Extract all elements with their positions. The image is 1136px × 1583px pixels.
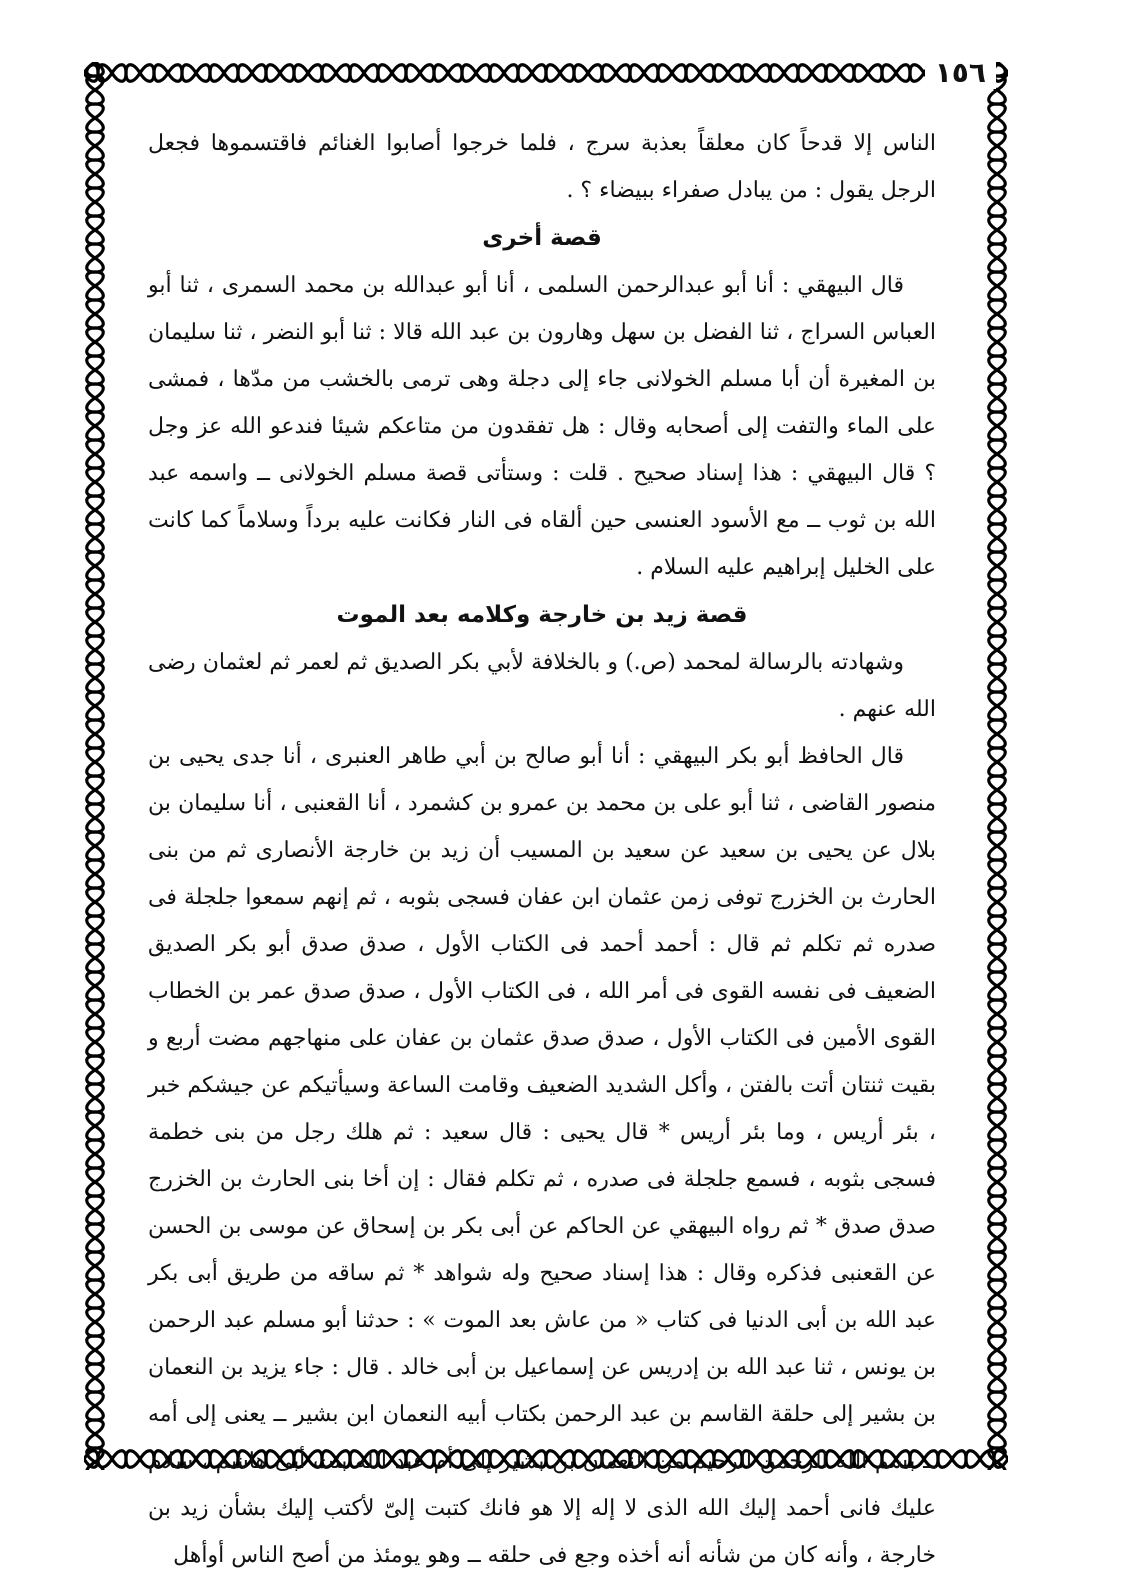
paragraph-testimony: وشهادته بالرسالة لمحمد (ص.) و بالخلافة لأبي بكر الصديق ثم لعمر ثم لعثمان رضى الله عنهم . (148, 650, 936, 722)
section-heading-another-story: قصة أخرى (482, 225, 602, 251)
page-number: ١٥٦ (925, 56, 996, 89)
section-heading-zayd-ibn-kharija: قصة زيد بن خارجة وكلامه بعد الموت (336, 602, 748, 628)
page-text (148, 120, 936, 1568)
paragraph-continuation: الناس إلا قدحاً كان معلقاً بعذبة سرج ، فلما خرجوا أصابوا الغنائم فاقتسموها فجعل الرجل يقول : من يبادل صفراء ببيضاء ؟ . (148, 131, 936, 203)
paragraph-narration: قال الحافظ أبو بكر البيهقي : أنا أبو صالح بن أبي طاهر العنبرى ، أنا جدى يحيى بن منصور القاضى ، ثنا أبو على بن محمد بن عمرو بن كشمرد ، أنا القعنبى ، أنا سليمان بن بلال عن يحيى بن سعيد عن سعيد بن المسيب أن زيد بن خارجة الأنصارى ثم من بنى الحارث بن الخزرج توفى زمن عثمان ابن عفان فسجى بثوبه ، ثم إنهم سمعوا جلجلة فى صدره ثم تكلم ثم قال : أحمد أحمد فى الكتاب الأول ، صدق صدق أبو بكر الصديق الضعيف فى نفسه القوى فى أمر الله ، فى الكتاب الأول ، صدق صدق عمر بن الخطاب القوى الأمين فى الكتاب الأول ، صدق صدق عثمان بن عفان على منهاجهم مضت أربع و بقيت ثنتان أتت بالفتن ، وأكل الشديد الضعيف وقامت الساعة وسيأتيكم عن جيشكم خبر ، بئر أريس ، وما بئر أريس * قال يحيى : قال سعيد : ثم هلك رجل من بنى خطمة فسجى بثوبه ، فسمع جلجلة فى صدره ، ثم تكلم فقال : إن أخا بنى الحارث بن الخزرج صدق صدق * ثم رواه البيهقي عن الحاكم عن أبى بكر بن إسحاق عن موسى بن الحسن عن القعنبى فذكره وقال : هذا إسناد صحيح وله شواهد * ثم ساقه من طريق أبى بكر عبد الله بن أبى الدنيا فى كتاب « من عاش بعد الموت » : حدثنا أبو مسلم عبد الرحمن بن يونس ، ثنا عبد الله بن إدريس عن إسماعيل بن أبى خالد . قال : جاء يزيد بن النعمان بن بشير إلى حلقة القاسم بن عبد الرحمن بكتاب أبيه النعمان ابن بشير ــ يعنى إلى أمه ــ بسم الله الرحمن الرحيم من النعمان بن بشير إلى أم عبد الله بنت أبى هاشم ، سلام عليك فانى أحمد إليك الله الذى لا إله إلا هو فانك كتبت إلىّ لأكتب إليك بشأن زيد بن خارجة ، وأنه كان من شأنه أنه أخذه وجع فى حلقه ــ وهو يومئذ من أصح الناس أوأهل (148, 744, 936, 1568)
paragraph-abu-muslim: قال البيهقي : أنا أبو عبدالرحمن السلمى ، أنا أبو عبدالله بن محمد السمرى ، ثنا أبو العباس السراج ، ثنا الفضل بن سهل وهارون بن عبد الله قالا : ثنا أبو النضر ، ثنا سليمان بن المغيرة أن أبا مسلم الخولانى جاء إلى دجلة وهى ترمى بالخشب من مدّها ، فمشى على الماء والتفت إلى أصحابه وقال : هل تفقدون من متاعكم شيئا فندعو الله عز وجل ؟ قال البيهقي : هذا إسناد صحيح . قلت : وستأتى قصة مسلم الخولانى ــ واسمه عبد الله بن ثوب ــ مع الأسود العنسى حين ألقاه فى النار فكانت عليه برداً وسلاماً كما كانت على الخليل إبراهيم عليه السلام . (148, 273, 936, 580)
